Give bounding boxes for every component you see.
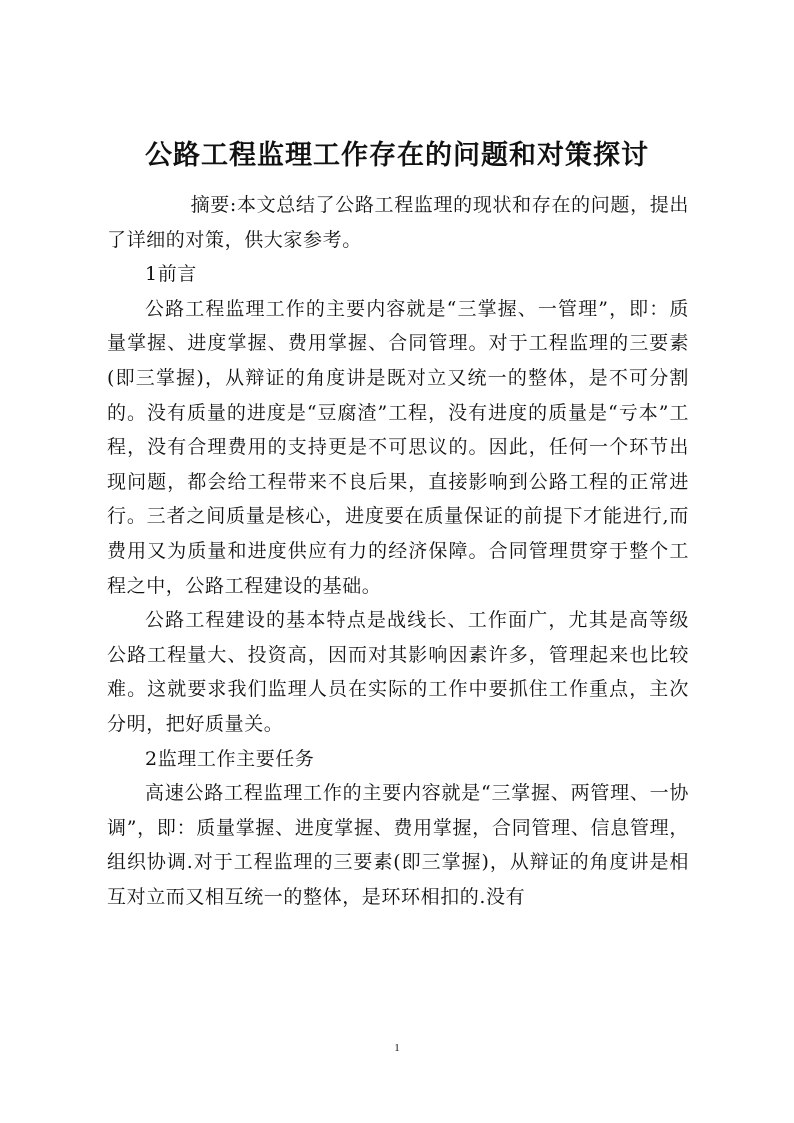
page-number: 1	[394, 1042, 400, 1054]
document-body	[107, 188, 689, 914]
section-2-paragraph-1: 高速公路工程监理工作的主要内容就是“三掌握、两管理、一协调”，即：质量掌握、进度掌握、费用掌握，合同管理、信息管理，组织协调.对于工程监理的三要素(即三掌握)，从辩证的角度讲是相互对立而又相互统一的整体，是环环相扣的.没有	[107, 782, 689, 908]
section-1-heading: 1前言	[145, 263, 197, 286]
document-title: 公路工程监理工作存在的问题和对策探讨	[145, 140, 649, 171]
section-1-paragraph-1: 公路工程监理工作的主要内容就是“三掌握、一管理”，即：质量掌握、进度掌握、费用掌握、合同管理。对于工程监理的三要素(即三掌握)，从辩证的角度讲是既对立又统一的整体，是不可分割的。没有质量的进度是“豆腐渣”工程，没有进度的质量是“亏本”工程，没有合理费用的支持更是不可思议的。因此，任何一个环节出现问题，都会给工程带来不良后果，直接影响到公路工程的正常进行。三者之间质量是核心，进度要在质量保证的前提下才能进行,而费用又为质量和进度供应有力的经济保障。合同管理贯穿于整个工程之中，公路工程建设的基础。	[107, 297, 689, 597]
abstract-paragraph: 摘要:本文总结了公路工程监理的现状和存在的问题，提出了详细的对策，供大家参考。	[107, 194, 689, 251]
section-2-heading: 2监理工作主要任务	[145, 747, 315, 770]
section-1-paragraph-2: 公路工程建设的基本特点是战线长、工作面广，尤其是高等级公路工程量大、投资高，因而对其影响因素许多，管理起来也比较难。这就要求我们监理人员在实际的工作中要抓住工作重点，主次分明，把好质量关。	[107, 609, 689, 735]
